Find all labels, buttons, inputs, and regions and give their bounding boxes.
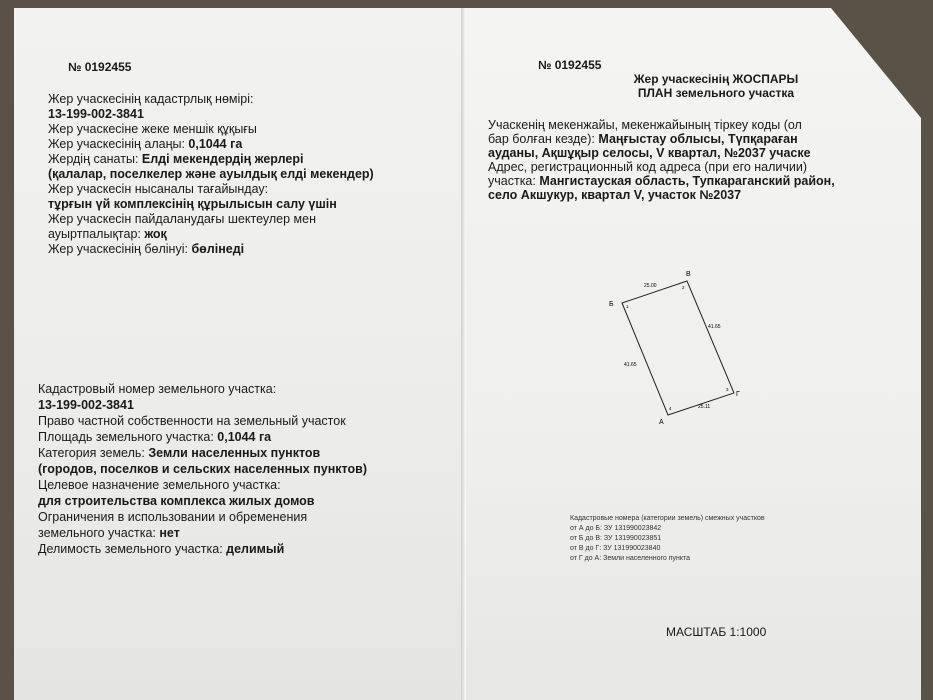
side-left-length: 41.65 <box>624 362 637 368</box>
address-ru-value-2: село Акшукур, квартал V, участок №2037 <box>488 188 742 202</box>
adjacent-item: от Г до А: Земли населенного пункта <box>570 555 691 562</box>
ru-purpose-value: для строительства комплекса жилых домов <box>38 494 315 508</box>
side-bottom-length: 25.11 <box>698 404 711 410</box>
point-2-label: 2 <box>682 285 685 290</box>
document-number: № 0192455 <box>68 60 132 74</box>
right-page <box>466 8 921 700</box>
ru-category-value: Земли населенных пунктов <box>148 446 321 460</box>
corner-b-label: Б <box>609 301 614 308</box>
document-number-right: № 0192455 <box>538 58 602 72</box>
ru-divisibility-label: Делимость земельного участка: <box>38 542 227 556</box>
ru-category-value-2: (городов, поселков и сельских населенных пунктов) <box>38 462 367 476</box>
kz-cadastral-value: 13-199-002-3841 <box>48 107 144 121</box>
ru-restrictions-row <box>38 526 180 541</box>
plot-boundary <box>622 281 734 415</box>
ru-area-value: 0,1044 га <box>217 430 272 444</box>
kz-restrictions-value: жоқ <box>144 227 167 241</box>
kz-divisibility-label: Жер учаскесінің бөлінуі: <box>48 242 192 256</box>
ru-divisibility-row <box>38 542 284 557</box>
point-4-label: 4 <box>669 406 672 411</box>
kz-category-row <box>48 152 303 167</box>
address-kz-value: Маңғыстау облысы, Түпқараған <box>598 132 798 146</box>
land-plot-plan <box>596 258 756 428</box>
ru-restrictions-value: нет <box>159 526 180 540</box>
kz-restrictions-row <box>48 227 167 242</box>
address-kz-label: Учаскенің мекенжайы, мекенжайының тіркеу коды (ол <box>488 118 802 132</box>
kz-category-value: Елді мекендердің жерлері <box>141 152 304 166</box>
ru-category-row <box>38 446 320 461</box>
point-1-label: 1 <box>626 304 629 309</box>
address-kz-value-2: ауданы, Ақшұқыр селосы, V квартал, №2037 учаске <box>488 146 811 160</box>
kz-restrictions-label-2: ауыртпалықтар: <box>48 227 145 241</box>
kz-divisibility-row <box>48 242 244 257</box>
ru-restrictions-label-2: земельного участка: <box>38 526 160 540</box>
kz-area-row <box>48 137 242 152</box>
address-ru-label-2: участка: <box>488 174 540 188</box>
kz-area-label: Жер учаскесінің алаңы: <box>48 137 189 151</box>
ru-restrictions-label: Ограничения в использовании и обременения <box>38 510 308 524</box>
scale-label: МАСШТАБ 1:1000 <box>666 625 767 639</box>
adjacent-item: от А до Б: ЗУ 131990023842 <box>570 525 662 532</box>
corner-v-label: В <box>686 271 691 278</box>
left-page <box>14 8 464 700</box>
kz-restrictions-label: Жер учаскесін пайдаланудағы шектеулер мен <box>48 212 316 226</box>
plan-title-kz: Жер учаскесінің ЖОСПАРЫ <box>633 72 799 86</box>
side-top-length: 25.00 <box>644 283 657 289</box>
kz-area-value: 0,1044 га <box>188 137 243 151</box>
ru-cadastral-value: 13-199-002-3841 <box>38 398 134 412</box>
corner-g-label: Г <box>736 391 740 398</box>
address-kz-row <box>488 132 798 147</box>
corner-a-label: А <box>659 419 664 426</box>
point-3-label: 3 <box>726 387 729 392</box>
kz-cadastral-label: Жер учаскесінің кадастрлық нөмірі: <box>48 92 254 106</box>
address-ru-value: Мангистауская область, Тупкараганский район, <box>539 174 835 188</box>
kz-category-label: Жердің санаты: <box>48 152 142 166</box>
kz-divisibility-value: бөлінеді <box>191 242 245 256</box>
kz-purpose-value: тұрғын үй комплексінің құрылысын салу үшін <box>48 197 337 211</box>
adjacent-title: Кадастровые номера (категории земель) смежных участков <box>570 515 765 522</box>
ru-area-row <box>38 430 271 445</box>
kz-purpose-label: Жер учаскесін нысаналы тағайындау: <box>48 182 269 196</box>
ru-right-label: Право частной собственности на земельный участок <box>38 414 346 428</box>
kz-right-label: Жер учаскесіне жеке меншік құқығы <box>48 122 257 136</box>
ru-divisibility-value: делимый <box>226 542 285 556</box>
address-ru-row <box>488 174 835 189</box>
torn-corner <box>831 8 921 118</box>
ru-area-label: Площадь земельного участка: <box>38 430 218 444</box>
ru-purpose-label: Целевое назначение земельного участка: <box>38 478 281 492</box>
adjacent-item: от В до Г: ЗУ 131990023840 <box>570 545 661 552</box>
ru-category-label: Категория земель: <box>38 446 149 460</box>
side-right-length: 41.65 <box>708 324 721 330</box>
address-ru-label: Адрес, регистрационный код адреса (при его наличии) <box>488 160 808 174</box>
address-kz-label-2: бар болған кезде): <box>488 132 599 146</box>
kz-category-value-2: (қалалар, поселкелер және ауылдық елді мекендер) <box>48 167 374 181</box>
ru-cadastral-label: Кадастровый номер земельного участка: <box>38 382 277 396</box>
adjacent-item: от Б до В: ЗУ 131990023851 <box>570 535 662 542</box>
plan-title-ru: ПЛАН земельного участка <box>637 86 795 100</box>
